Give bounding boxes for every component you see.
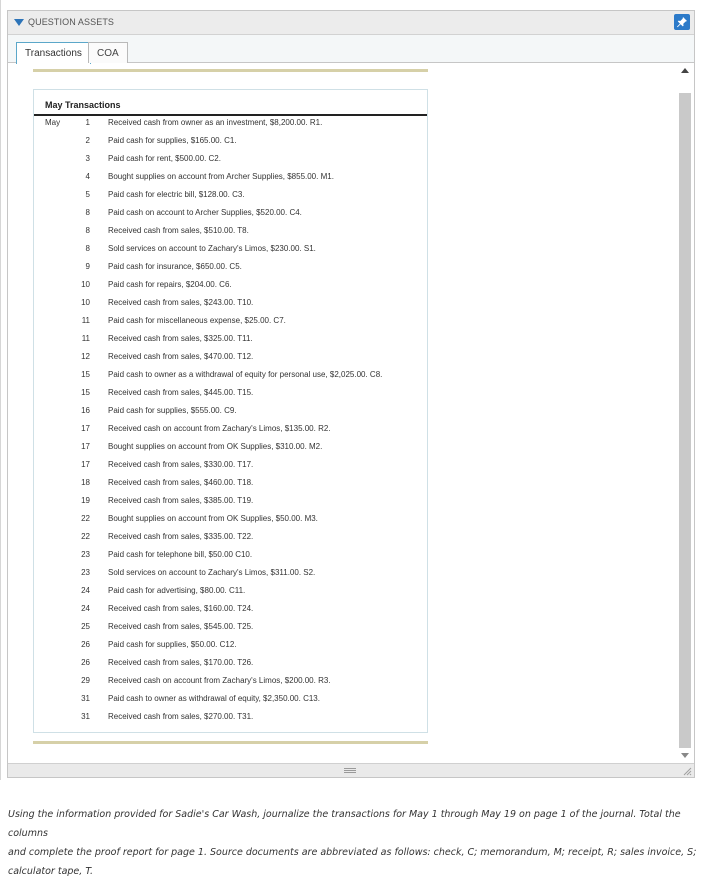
panel-header — [8, 11, 694, 35]
row-description: Paid cash for supplies, $165.00. C1. — [108, 136, 237, 145]
row-day: 1 — [85, 118, 90, 127]
row-day: 4 — [85, 172, 90, 181]
table-title: May Transactions — [45, 100, 121, 110]
table-row — [34, 674, 427, 692]
row-day: 15 — [81, 370, 90, 379]
row-description: Received cash from sales, $460.00. T18. — [108, 478, 254, 487]
row-description: Paid cash on account to Archer Supplies, $520.00. C4. — [108, 208, 302, 217]
table-row — [34, 188, 427, 206]
table-row — [34, 638, 427, 656]
row-description: Paid cash for advertising, $80.00. C11. — [108, 586, 246, 595]
row-description: Paid cash for supplies, $50.00. C12. — [108, 640, 237, 649]
row-day: 12 — [81, 352, 90, 361]
scroll-thumb[interactable] — [679, 93, 691, 748]
row-description: Paid cash for miscellaneous expense, $25.00. C7. — [108, 316, 286, 325]
row-description: Received cash from sales, $335.00. T22. — [108, 532, 254, 541]
row-description: Paid cash for telephone bill, $50.00 C10. — [108, 550, 253, 559]
table-row — [34, 260, 427, 278]
row-description: Bought supplies on account from Archer Supplies, $855.00. M1. — [108, 172, 334, 181]
row-day: 29 — [81, 676, 90, 685]
row-description: Received cash from sales, $510.00. T8. — [108, 226, 249, 235]
row-day: 22 — [81, 532, 90, 541]
question-assets-panel — [7, 10, 695, 778]
row-description: Paid cash to owner as withdrawal of equity, $2,350.00. C13. — [108, 694, 320, 703]
row-day: 9 — [85, 262, 90, 271]
table-row — [34, 512, 427, 530]
instructions-line-3: calculator tape, T. — [8, 866, 94, 877]
month-label: May — [45, 118, 61, 127]
row-description: Received cash from sales, $170.00. T26. — [108, 658, 254, 667]
row-description: Sold services on account to Zachary's Limos, $311.00. S2. — [108, 568, 316, 577]
table-row — [34, 476, 427, 494]
row-day: 23 — [81, 568, 90, 577]
row-day: 22 — [81, 514, 90, 523]
row-description: Bought supplies on account from OK Supplies, $50.00. M3. — [108, 514, 318, 523]
row-day: 10 — [81, 298, 90, 307]
page-left-border — [0, 0, 1, 780]
table-row — [34, 620, 427, 638]
row-description: Received cash from sales, $243.00. T10. — [108, 298, 254, 307]
instructions-line-2: and complete the proof report for page 1. Source documents are abbreviated as follows: check, C; memorandum, M; receipt, R; sales invoice, S; — [8, 847, 697, 858]
scroll-down-arrow-icon[interactable] — [681, 753, 689, 758]
row-day: 11 — [81, 316, 90, 325]
row-day: 26 — [81, 640, 90, 649]
row-day: 10 — [81, 280, 90, 289]
table-row — [34, 296, 427, 314]
table-row — [34, 422, 427, 440]
table-row — [34, 548, 427, 566]
tab-transactions[interactable]: Transactions — [16, 42, 91, 64]
row-description: Received cash on account from Zachary's Limos, $200.00. R3. — [108, 676, 331, 685]
instructions-line-1: Using the information provided for Sadie's Car Wash, journalize the transactions for May 1 through May 19 on page 1 of the journal. Total the columns — [8, 809, 681, 839]
table-row — [34, 494, 427, 512]
transactions-table — [33, 89, 428, 733]
row-day: 31 — [81, 694, 90, 703]
collapse-caret-icon[interactable] — [14, 19, 24, 26]
table-row — [34, 206, 427, 224]
pin-icon — [676, 16, 688, 28]
row-day: 17 — [81, 460, 90, 469]
row-description: Paid cash to owner as a withdrawal of equity for personal use, $2,025.00. C8. — [108, 370, 383, 379]
table-row — [34, 440, 427, 458]
table-row — [34, 278, 427, 296]
gold-divider-bottom — [33, 741, 428, 744]
row-day: 19 — [81, 496, 90, 505]
row-day: 2 — [85, 136, 90, 145]
table-row — [34, 386, 427, 404]
table-row — [34, 566, 427, 584]
row-description: Received cash from sales, $445.00. T15. — [108, 388, 254, 397]
transactions-content — [8, 63, 678, 763]
resize-drag-handle-icon[interactable] — [344, 768, 356, 774]
table-row — [34, 152, 427, 170]
row-description: Received cash from owner as an investment, $8,200.00. R1. — [108, 118, 323, 127]
scroll-up-arrow-icon[interactable] — [681, 68, 689, 73]
row-day: 15 — [81, 388, 90, 397]
row-day: 18 — [81, 478, 90, 487]
row-day: 3 — [85, 154, 90, 163]
table-row — [34, 224, 427, 242]
row-description: Received cash from sales, $330.00. T17. — [108, 460, 254, 469]
row-description: Received cash from sales, $545.00. T25. — [108, 622, 254, 631]
row-day: 16 — [81, 406, 90, 415]
gold-divider-top — [33, 69, 428, 72]
row-description: Received cash from sales, $270.00. T31. — [108, 712, 254, 721]
row-description: Bought supplies on account from OK Supplies, $310.00. M2. — [108, 442, 323, 451]
pin-button[interactable] — [674, 14, 690, 30]
question-instructions — [8, 805, 708, 881]
panel-footer — [8, 763, 694, 777]
table-row — [34, 692, 427, 710]
row-description: Received cash from sales, $325.00. T11. — [108, 334, 253, 343]
panel-title: QUESTION ASSETS — [28, 17, 115, 27]
row-day: 17 — [81, 424, 90, 433]
row-description: Paid cash for supplies, $555.00. C9. — [108, 406, 237, 415]
row-description: Paid cash for insurance, $650.00. C5. — [108, 262, 242, 271]
table-row — [34, 458, 427, 476]
row-description: Received cash from sales, $385.00. T19. — [108, 496, 254, 505]
vertical-scrollbar[interactable] — [678, 63, 692, 763]
table-row — [34, 602, 427, 620]
table-row — [34, 116, 427, 134]
row-day: 24 — [81, 586, 90, 595]
table-row — [34, 584, 427, 602]
table-row — [34, 368, 427, 386]
row-description: Paid cash for repairs, $204.00. C6. — [108, 280, 232, 289]
table-row — [34, 710, 427, 728]
row-description: Received cash from sales, $160.00. T24. — [108, 604, 254, 613]
row-day: 17 — [81, 442, 90, 451]
table-row — [34, 242, 427, 260]
row-day: 26 — [81, 658, 90, 667]
table-row — [34, 314, 427, 332]
row-day: 8 — [85, 226, 90, 235]
row-description: Received cash on account from Zachary's Limos, $135.00. R2. — [108, 424, 331, 433]
table-row — [34, 350, 427, 368]
tabs-bar — [8, 35, 694, 63]
row-description: Paid cash for rent, $500.00. C2. — [108, 154, 221, 163]
row-day: 31 — [81, 712, 90, 721]
row-day: 23 — [81, 550, 90, 559]
table-row — [34, 170, 427, 188]
row-day: 8 — [85, 208, 90, 217]
row-description: Paid cash for electric bill, $128.00. C3. — [108, 190, 245, 199]
row-day: 5 — [85, 190, 90, 199]
row-description: Received cash from sales, $470.00. T12. — [108, 352, 254, 361]
row-day: 11 — [81, 334, 90, 343]
row-day: 24 — [81, 604, 90, 613]
resize-grip-icon[interactable] — [682, 766, 692, 776]
tab-coa[interactable]: COA — [88, 42, 128, 63]
row-day: 25 — [81, 622, 90, 631]
row-day: 8 — [85, 244, 90, 253]
table-row — [34, 404, 427, 422]
table-row — [34, 656, 427, 674]
row-description: Sold services on account to Zachary's Limos, $230.00. S1. — [108, 244, 316, 253]
table-row — [34, 134, 427, 152]
table-row — [34, 530, 427, 548]
table-row — [34, 332, 427, 350]
